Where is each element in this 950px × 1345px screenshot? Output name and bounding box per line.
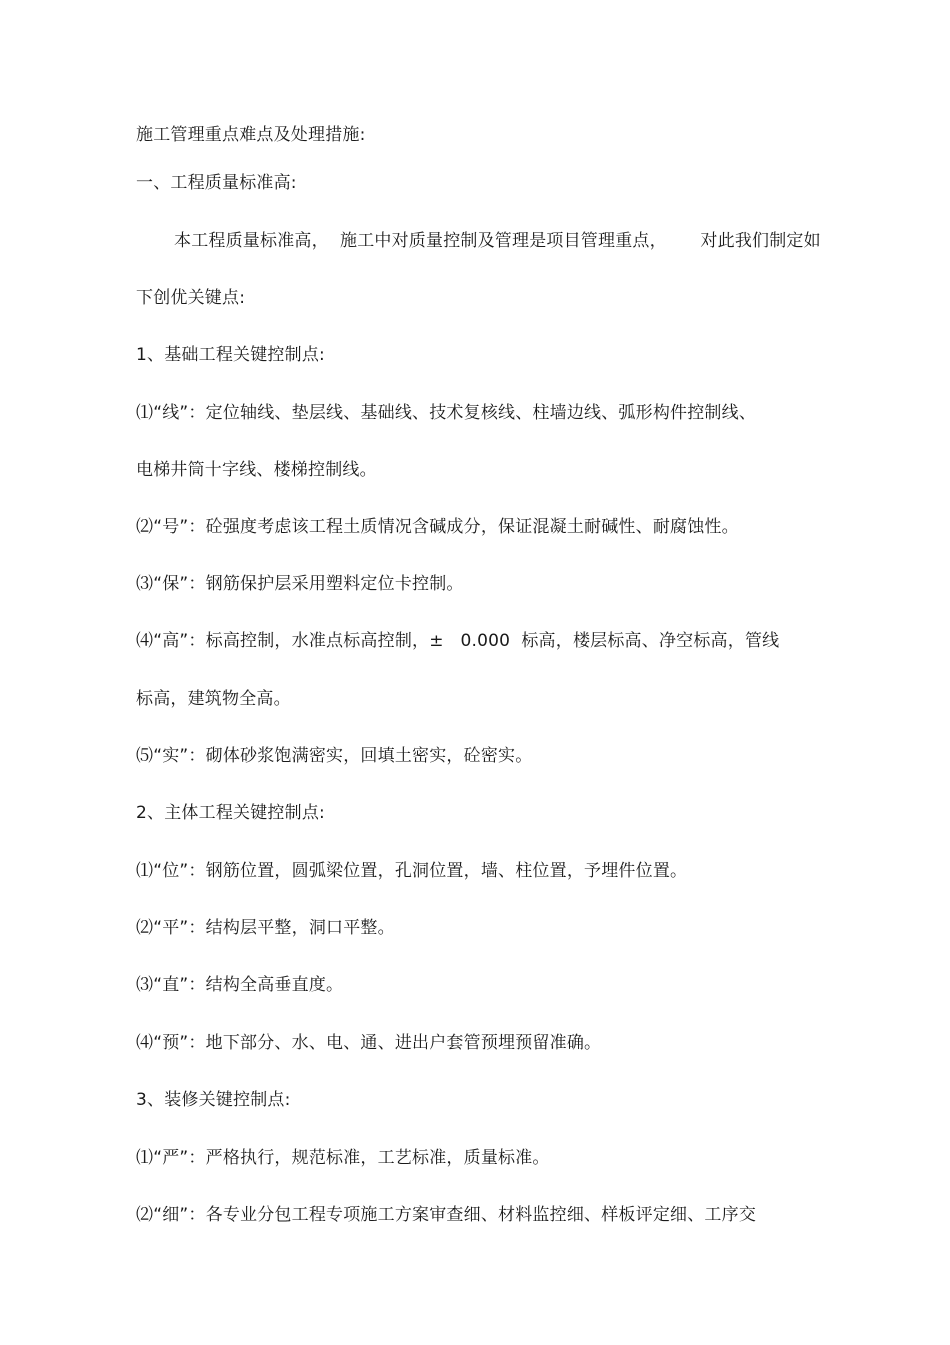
document-title: 施工管理重点难点及处理措施: xyxy=(136,125,366,145)
main-structure-item-1: ⑴“位”：钢筋位置，圆弧梁位置，孔洞位置，墙、柱位置，予埋件位置。 xyxy=(136,861,688,881)
subsection-heading-main-structure: 2、主体工程关键控制点: xyxy=(136,803,325,823)
decoration-item-2-line-1: ⑵“细”：各专业分包工程专项施工方案审查细、材料监控细、样板评定细、工序交 xyxy=(136,1205,757,1225)
foundation-item-1-line-1: ⑴“线”：定位轴线、垫层线、基础线、技术复核线、柱墙边线、弧形构件控制线、 xyxy=(136,403,757,423)
section-heading-quality: 一、工程质量标准高: xyxy=(136,173,297,193)
foundation-item-1-line-2: 电梯井筒十字线、楼梯控制线。 xyxy=(136,460,377,480)
intro-paragraph-line-2: 下创优关键点: xyxy=(136,288,246,308)
subsection-heading-decoration: 3、装修关键控制点: xyxy=(136,1090,291,1110)
foundation-item-4-line-1: ⑷“高”：标高控制，水准点标高控制，± 0.000 标高，楼层标高、净空标高，管线 xyxy=(136,631,780,651)
main-structure-item-3: ⑶“直”：结构全高垂直度。 xyxy=(136,975,344,995)
main-structure-item-2: ⑵“平”：结构层平整，洞口平整。 xyxy=(136,918,395,938)
foundation-item-2: ⑵“号”：砼强度考虑该工程土质情况含碱成分，保证混凝土耐碱性、耐腐蚀性。 xyxy=(136,517,739,537)
subsection-heading-foundation: 1、基础工程关键控制点: xyxy=(136,345,325,365)
foundation-item-3: ⑶“保”：钢筋保护层采用塑料定位卡控制。 xyxy=(136,574,464,594)
foundation-item-5: ⑸“实”：砌体砂浆饱满密实，回填土密实，砼密实。 xyxy=(136,746,533,766)
main-structure-item-4: ⑷“预”：地下部分、水、电、通、进出户套管预埋预留准确。 xyxy=(136,1033,602,1053)
foundation-item-4-line-2: 标高，建筑物全高。 xyxy=(136,689,291,709)
intro-paragraph-line-1: 本工程质量标准高， 施工中对质量控制及管理是项目管理重点， 对此我们制定如 xyxy=(174,231,821,251)
decoration-item-1: ⑴“严”：严格执行，规范标准，工艺标准，质量标准。 xyxy=(136,1148,550,1168)
